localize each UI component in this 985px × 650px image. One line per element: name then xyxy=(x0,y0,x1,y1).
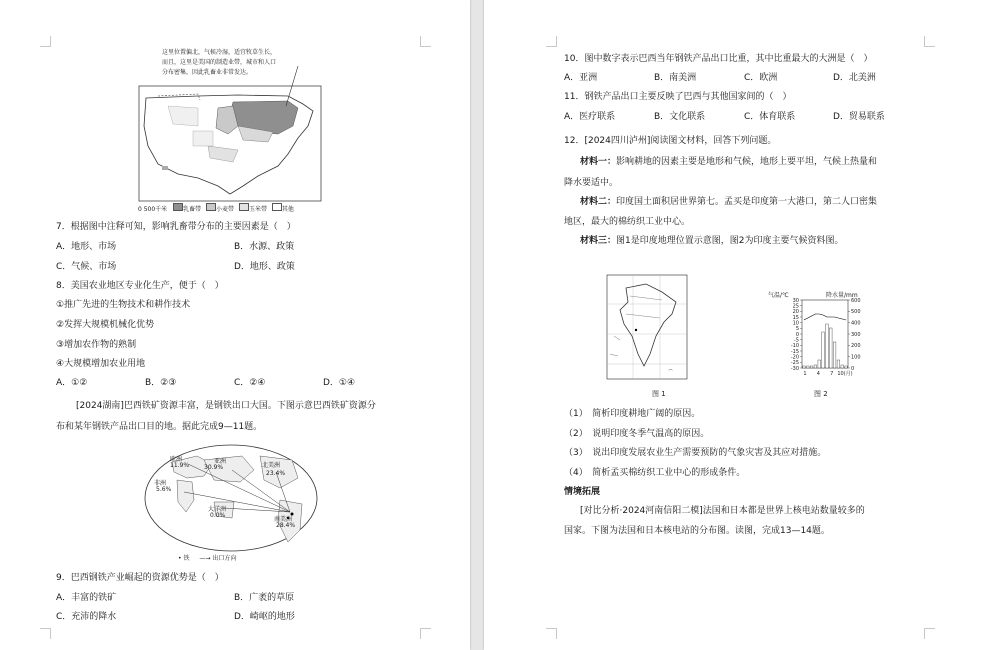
q8-item-3: ③增加农作物的熟制 xyxy=(56,340,137,350)
legend-label: 乳畜带 xyxy=(183,206,202,213)
precip-tick-label: 200 xyxy=(851,343,861,350)
q8-item-4: ④大规模增加农业用地 xyxy=(56,359,146,369)
temp-tick-label: -10 xyxy=(790,343,799,350)
extension-line2: 国家。下图为法国和日本核电站的分布图。读图，完成13—14题。 xyxy=(564,526,830,536)
sub-question-2: （2） 说明印度冬季气温高的原因。 xyxy=(564,429,710,439)
climate-chart-svg xyxy=(768,290,878,382)
material-3-text: 图1是印度地理位置示意图，图2为印度主要气候资料图。 xyxy=(616,236,844,246)
label-europe: 欧洲 xyxy=(170,456,183,463)
india-climate-chart xyxy=(768,290,878,382)
value-europe: 11.9% xyxy=(170,462,190,469)
precip-bar xyxy=(826,324,829,368)
india-map-svg xyxy=(606,274,688,382)
extension-title: 情境拓展 xyxy=(564,487,601,497)
crop-mark xyxy=(40,36,51,47)
precip-bar xyxy=(845,366,848,368)
us-agriculture-map xyxy=(138,46,324,214)
value-africa: 5.6% xyxy=(156,486,172,493)
q7-option-d: D．地形、政策 xyxy=(234,262,295,272)
temp-tick-label: -20 xyxy=(790,354,799,361)
precip-bar xyxy=(833,342,836,368)
figure-2-caption: 图 2 xyxy=(814,390,828,398)
question-10-stem: 10．图中数字表示巴西当年钢铁产品出口比重，其中比重最大的大洲是（ ） xyxy=(564,54,873,64)
material-2-text: 印度国土面积居世界第七。孟买是印度第一大港口，第二人口密集 xyxy=(616,197,878,207)
q11-option-c: C．体育联系 xyxy=(744,112,796,122)
question-7-stem: 7．根据图中注释可知，影响乳畜带分布的主要因素是（ ） xyxy=(56,222,296,232)
legend-label: 铁 xyxy=(183,555,190,562)
q9-option-a: A．丰富的铁矿 xyxy=(56,593,117,603)
label-north-america: 北美洲 xyxy=(262,462,281,469)
question-9-stem: 9．巴西钢铁产业崛起的资源优势是（ ） xyxy=(56,573,224,583)
temperature-axis-label: 气温/℃ xyxy=(768,292,789,299)
temp-tick-label: 5 xyxy=(795,326,799,333)
export-map-legend xyxy=(178,553,236,562)
precip-bar xyxy=(829,328,832,368)
material-3-label: 材料三： xyxy=(580,236,617,246)
legend-label: 出口方向 xyxy=(212,555,237,562)
value-oceania: 0.0% xyxy=(210,512,226,519)
month-tick-label: 4 xyxy=(816,371,820,377)
precip-tick-label: 0 xyxy=(851,365,855,372)
sub-question-4: （4） 简析孟买棉纺织工业中心的形成条件。 xyxy=(564,468,746,478)
precip-bar xyxy=(837,360,840,368)
material-2-label: 材料二： xyxy=(580,197,617,207)
chart-plot-area xyxy=(802,300,848,368)
us-map-svg xyxy=(138,46,324,214)
material-3-line xyxy=(580,235,843,247)
precip-bar xyxy=(803,366,806,368)
annotation-line: 而且，这里是美国的制造业带，城市和人口 xyxy=(162,59,277,66)
q7-option-b: B．水源、政策 xyxy=(234,242,295,252)
q8-item-2: ②发挥大规模机械化优势 xyxy=(56,320,155,330)
precipitation-axis-label: 降水量/mm xyxy=(826,292,858,299)
precip-bar xyxy=(810,366,813,368)
sub-question-3: （3） 说出印度发展农业生产需要预防的气象灾害及其应对措施。 xyxy=(564,448,827,458)
brazil-export-map xyxy=(142,442,320,564)
label-asia: 亚洲 xyxy=(214,458,227,465)
material-1-label: 材料一： xyxy=(580,157,617,167)
world-map-svg xyxy=(142,442,320,554)
material-2-line1 xyxy=(580,196,877,208)
q11-option-d: D．贸易联系 xyxy=(833,112,885,122)
label-africa: 非洲 xyxy=(154,480,167,487)
q7-option-a: A．地形、市场 xyxy=(56,242,117,252)
material-2-line2: 地区，最大的棉纺织工业中心。 xyxy=(564,217,691,227)
value-north-america: 23.4% xyxy=(266,470,286,477)
crop-mark xyxy=(40,628,51,639)
q9-option-b: B．广袤的草原 xyxy=(234,593,295,603)
figure-1-caption: 图 1 xyxy=(652,390,666,398)
label-south-america: 南美洲 xyxy=(274,516,293,523)
document-page-right xyxy=(484,0,985,650)
annotation-line: 分布密集，因此乳畜业非常发达。 xyxy=(162,69,253,76)
temperature-line xyxy=(804,314,846,320)
q8-option-d: D．①④ xyxy=(323,378,356,388)
question-8-stem: 8．美国农业地区专业化生产，便于（ ） xyxy=(56,281,224,291)
q9-option-d: D．崎岖的地形 xyxy=(234,612,295,622)
q8-item-1: ①推广先进的生物技术和耕作技术 xyxy=(56,300,191,310)
temp-tick-label: 20 xyxy=(792,309,799,316)
precip-bar xyxy=(822,332,825,368)
material-1-text: 影响耕地的因素主要是地形和气候，地形上要平坦，气候上热量和 xyxy=(616,157,878,167)
legend-label: 其他 xyxy=(281,206,294,213)
legend-swatch-dairy xyxy=(173,203,183,211)
precip-tick-label: 300 xyxy=(851,331,861,338)
q9-option-c: C．充沛的降水 xyxy=(56,612,117,622)
q8-option-b: B．②③ xyxy=(145,378,177,388)
precip-bar xyxy=(814,365,817,368)
q10-option-b: B．南美洲 xyxy=(654,73,697,83)
month-tick-label: 7 xyxy=(830,371,834,377)
legend-swatch-corn xyxy=(239,203,249,211)
intro-9-11-line2: 布和某年钢铁产品出口目的地。据此完成9—11题。 xyxy=(56,422,263,432)
q11-option-b: B．文化联系 xyxy=(654,112,706,122)
crop-mark xyxy=(546,628,557,639)
precip-tick-label: 600 xyxy=(851,297,861,304)
precip-bar xyxy=(841,365,844,368)
label-oceania: 大洋洲 xyxy=(208,506,227,513)
temp-tick-label: -30 xyxy=(790,365,799,372)
temp-tick-label: -25 xyxy=(790,360,799,367)
question-12-stem: 12．[2024四川泸州]阅读图文材料，回答下列问题。 xyxy=(564,136,777,146)
temp-tick-label: 15 xyxy=(792,314,799,321)
crop-mark xyxy=(924,36,935,47)
extension-line1: [对比分析·2024河南信阳二模]法国和日本都是世界上核电站数量较多的 xyxy=(580,506,865,516)
question-11-stem: 11．钢铁产品出口主要反映了巴西与其他国家间的（ ） xyxy=(564,92,792,102)
annotation-line: 这里位置偏北，气候冷湿，适宜牧草生长， xyxy=(162,49,277,56)
precip-bar xyxy=(806,366,809,368)
sub-question-1: （1） 简析印度耕地广阔的原因。 xyxy=(564,409,701,419)
q11-option-a: A．医疗联系 xyxy=(564,112,616,122)
material-1-line1 xyxy=(580,156,877,168)
arrow-right-icon: —→ xyxy=(199,555,211,562)
map-legend xyxy=(138,203,294,213)
crop-mark xyxy=(420,628,431,639)
material-1-line2: 降水要适中。 xyxy=(564,178,619,188)
precip-bar xyxy=(818,360,821,368)
temp-tick-label: -5 xyxy=(794,337,799,344)
legend-swatch-wheat xyxy=(206,203,216,211)
q8-option-a: A．①② xyxy=(56,378,88,388)
temp-tick-label: 10 xyxy=(792,320,799,327)
precip-tick-label: 500 xyxy=(851,309,861,316)
temp-tick-label: 30 xyxy=(792,297,799,304)
legend-swatch-other xyxy=(272,203,282,211)
precip-tick-label: 400 xyxy=(851,320,861,327)
crop-mark xyxy=(546,36,557,47)
document-page-left xyxy=(0,0,470,650)
q10-option-a: A．亚洲 xyxy=(564,73,598,83)
temp-tick-label: 25 xyxy=(792,303,799,310)
value-south-america: 28.4% xyxy=(276,522,296,529)
value-asia: 30.9% xyxy=(204,464,224,471)
scale-bar: 0 500千米 xyxy=(138,206,168,213)
q10-option-c: C．欧洲 xyxy=(744,73,778,83)
month-tick-label: 10(月) xyxy=(837,371,853,377)
legend-label: 小麦带 xyxy=(216,206,235,213)
temp-tick-label: -15 xyxy=(790,348,799,355)
month-tick-label: 1 xyxy=(803,371,807,377)
crop-mark xyxy=(924,628,935,639)
crop-mark xyxy=(420,36,431,47)
precip-tick-label: 100 xyxy=(851,354,861,361)
q7-option-c: C．气候、市场 xyxy=(56,262,117,272)
q8-option-c: C．②④ xyxy=(234,378,266,388)
iron-dot-icon: • xyxy=(178,555,182,562)
intro-9-11-line1: [2024湖南]巴西铁矿资源丰富，是钢铁出口大国。下图示意巴西铁矿资源分 xyxy=(76,401,376,411)
svg-text:⌒: ⌒ xyxy=(668,370,674,376)
legend-label: 玉米带 xyxy=(248,206,267,213)
temp-tick-label: 0 xyxy=(795,331,799,338)
q10-option-d: D．北美洲 xyxy=(833,73,876,83)
india-location-map xyxy=(606,274,688,382)
